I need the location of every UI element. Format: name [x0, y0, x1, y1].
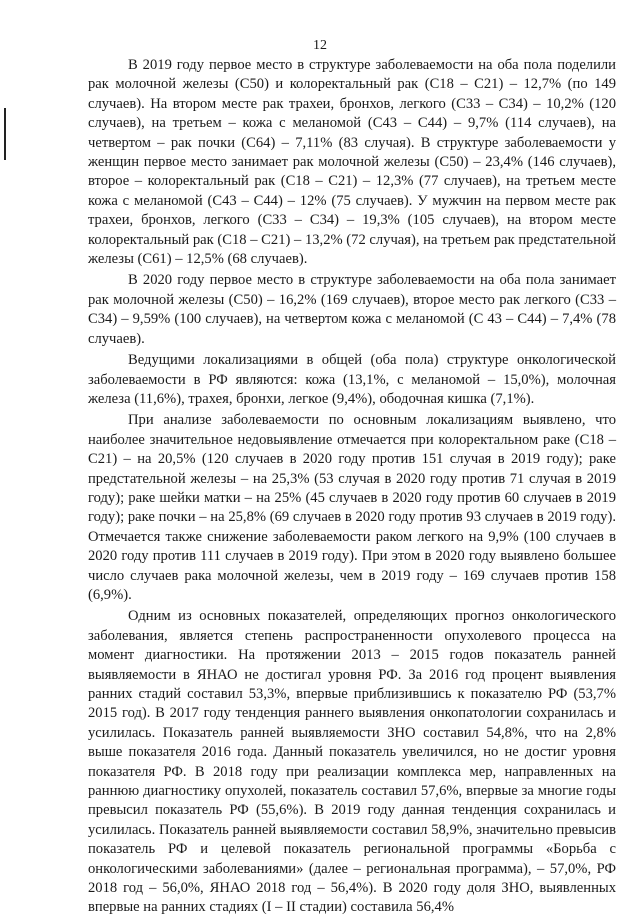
document-body: [88, 56, 616, 920]
page-number: 12: [313, 38, 327, 53]
paragraph-early-detection: Одним из основных показателей, определяющих прогноз онкологического заболевания, является степень распространенности опухолевого процесса на момент диагностики. На протяжении 2013 – 2015 годов показатель ранней выявляемости в ЯНАО не достигал уровня РФ. За 2016 год процент выявления ранних стадий составил 53,3%, впервые приблизившись к показателю РФ (53,7% 2015 год). В 2017 году тенденция раннего выявления онкопатологии сохранилась и усилилась. Показатель ранней выявляемости ЗНО составил 54,8%, что на 2,8% выше показателя 2016 года. Данный показатель увеличился, но не достиг уровня показателя РФ. В 2018 году при реализации комплекса мер, направленных на раннюю диагностику опухолей, показатель составил 57,6%, впервые за многие годы превысил показатель РФ (55,6%). В 2019 году данная тенденция сохранилась и усилилась. Показатель ранней выявляемости составил 58,9%, значительно превысив показатель РФ и целевой показатель региональной программы «Борьба с онкологическими заболеваниями» (далее – региональная программа), – 57,0%, РФ 2018 год – 56,0%, ЯНАО 2018 год – 56,4%). В 2020 году доля ЗНО, выявленных впервые на ранних стадиях (I – II стадии) составила 56,4%: [88, 608, 616, 916]
paragraph-2019-structure: В 2019 году первое место в структуре заболеваемости на оба пола поделили рак молочной железы (C50) и колоректальный рак (C18 – C21) – 12,7% (по 149 случаев). На втором месте рак трахеи, бронхов, легкого (C33 – C34) – 10,2% (120 случаев), на третьем – кожа с меланомой (C43 – C44) – 9,7% (114 случаев), на четвертом – рак почки (C64) – 7,11% (83 случая). В структуре заболеваемости у женщин первое место занимает рак молочной железы (C50) – 23,4% (146 случаев), второе – колоректальный рак (C18 – C21) – 12,3% (77 случаев), на третьем месте кожа с меланомой (C43 – C44) – 12% (75 случаев). У мужчин на первом месте рак трахеи, бронхов, легкого (C33 – C34) – 19,3% (105 случаев), на втором месте колоректальный рак (C18 – C21) – 13,2% (72 случая), на третьем рак предстательной железы (C61) – 12,5% (68 случаев).: [88, 57, 616, 268]
paragraph-2020-structure: В 2020 году первое место в структуре заболеваемости на оба пола занимает рак молочной железы (C50) – 16,2% (169 случаев), второе место рак легкого (C33 – C34) – 9,59% (100 случаев), на четвертом кожа с меланомой (C 43 – C44) – 7,4% (78 случаев).: [88, 272, 616, 347]
paragraph-rf-localizations: Ведущими локализациями в общей (оба пола) структуре онкологической заболеваемости в РФ являются: кожа (13,1%, с меланомой – 15,0%), молочная железа (11,6%), трахея, бронхи, легкое (9,4%), ободочная кишка (7,1%).: [88, 352, 616, 407]
margin-mark: [4, 108, 6, 160]
paragraph-underdetection: При анализе заболеваемости по основным локализациям выявлено, что наиболее значительное недовыявление отмечается при колоректальном раке (C18 – C21) – на 20,5% (120 случаев в 2020 году против 151 случая в 2019 году); раке предстательной железы – на 25,3% (53 случая в 2020 году против 71 случая в 2019 году); раке шейки матки – на 25% (45 случаев в 2020 году против 60 случаев в 2019 году); раке почки – на 25,8% (69 случаев в 2020 году против 93 случаев в 2019 году). Отмечается также снижение заболеваемости раком легкого на 9,9% (100 случаев в 2020 году против 111 случаев в 2019 году). При этом в 2020 году выявлено большее число случаев рака молочной железы, чем в 2019 году – 169 случаев против 158 (6,9%).: [88, 412, 616, 603]
